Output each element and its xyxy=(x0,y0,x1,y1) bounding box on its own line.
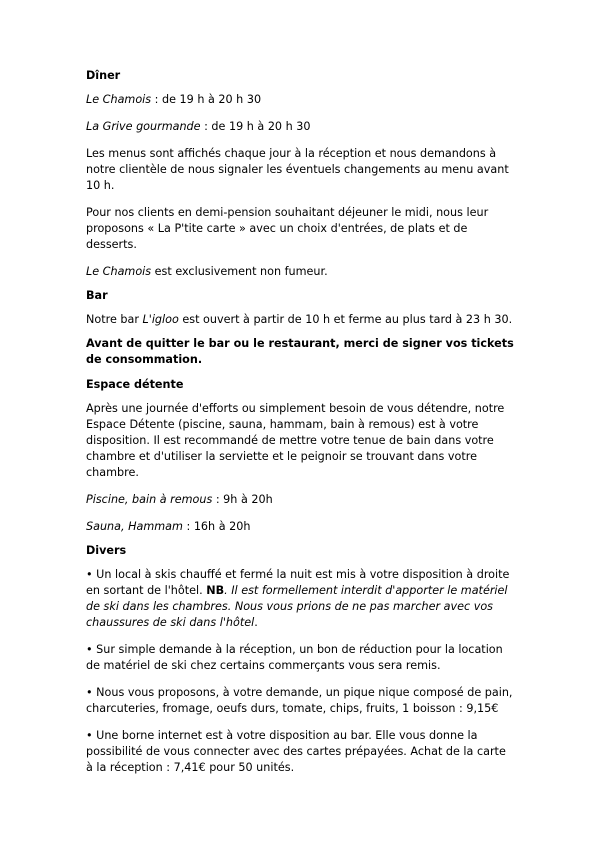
ski-room-warning: . Il est formellement interdit d'apporter le matériel de ski dans les chambres. Nous vous prions de ne pas marcher avec vos chaussures de ski dans l'hôtel xyxy=(86,584,508,629)
demi-pension-paragraph: Pour nos clients en demi-pension souhaitant déjeuner le midi, nous leur proposons « La P'tite carte » avec un choix d'entrées, de plats et de desserts. xyxy=(86,206,489,251)
non-fumeur-text: est exclusivement non fumeur. xyxy=(151,265,328,278)
heading-espace-detente: Espace détente xyxy=(86,378,184,391)
piscine-hours: : 9h à 20h xyxy=(212,493,273,506)
divers-item-internet: • Une borne internet est à votre disposition au bar. Elle vous donne la possibilité de vous connecter avec des cartes prépayées. Achat de la carte à la réception : 7,41€ pour 50 unités. xyxy=(86,729,506,774)
grive-hours: : de 19 h à 20 h 30 xyxy=(200,120,311,133)
bar-name: L'igloo xyxy=(142,313,179,326)
piscine-name: Piscine, bain à remous xyxy=(86,493,213,506)
non-fumeur-name: Le Chamois xyxy=(86,265,152,278)
divers-item-discount: • Sur simple demande à la réception, un bon de réduction pour la location de matériel de ski chez certains commerçants vous sera remis. xyxy=(86,643,503,672)
bar-text-before: Notre bar xyxy=(86,313,143,326)
espace-intro-paragraph: Après une journée d'efforts ou simplement besoin de vous détendre, notre Espace Détente (piscine, sauna, hammam, bain à remous) est à votre disposition. Il est recommandé de mettre votre tenue de bain dans votre chambre et d'utiliser la serviette et le peignoir se trouvant dans votre chambre. xyxy=(86,402,505,479)
bar-text-after: est ouvert à partir de 10 h et ferme au plus tard à 23 h 30. xyxy=(178,313,513,326)
bar-notice: Avant de quitter le bar ou le restaurant, merci de signer vos tickets de consommation. xyxy=(86,337,514,366)
heading-divers: Divers xyxy=(86,544,127,557)
non-fumeur-line xyxy=(86,264,516,280)
menus-paragraph: Les menus sont affichés chaque jour à la réception et nous demandons à notre clientèle de nous signaler les éventuels changements au menu avant 10 h. xyxy=(86,147,509,192)
grive-hours-line xyxy=(86,119,516,135)
chamois-hours: : de 19 h à 20 h 30 xyxy=(151,93,262,106)
sauna-hours: : 16h à 20h xyxy=(182,520,251,533)
sauna-hours-line xyxy=(86,519,516,535)
heading-bar: Bar xyxy=(86,289,108,302)
bar-hours-line xyxy=(86,312,516,328)
ski-room-text: • Un local à skis chauffé et fermé la nuit est mis à votre disposition à droite en sortant de l'hôtel. xyxy=(86,568,510,597)
ski-room-nb: NB xyxy=(206,584,225,597)
ski-room-end: . xyxy=(254,616,258,629)
divers-item-ski-room xyxy=(86,567,516,631)
divers-item-picnic: • Nous vous proposons, à votre demande, un pique nique composé de pain, charcuteries, fromage, oeufs durs, tomate, chips, fruits, 1 boisson : 9,15€ xyxy=(86,686,513,715)
heading-diner: Dîner xyxy=(86,69,121,82)
document-page xyxy=(86,68,516,787)
sauna-name: Sauna, Hammam xyxy=(86,520,183,533)
chamois-name: Le Chamois xyxy=(86,93,152,106)
piscine-hours-line xyxy=(86,492,516,508)
chamois-hours-line xyxy=(86,92,516,108)
grive-name: La Grive gourmande xyxy=(86,120,201,133)
